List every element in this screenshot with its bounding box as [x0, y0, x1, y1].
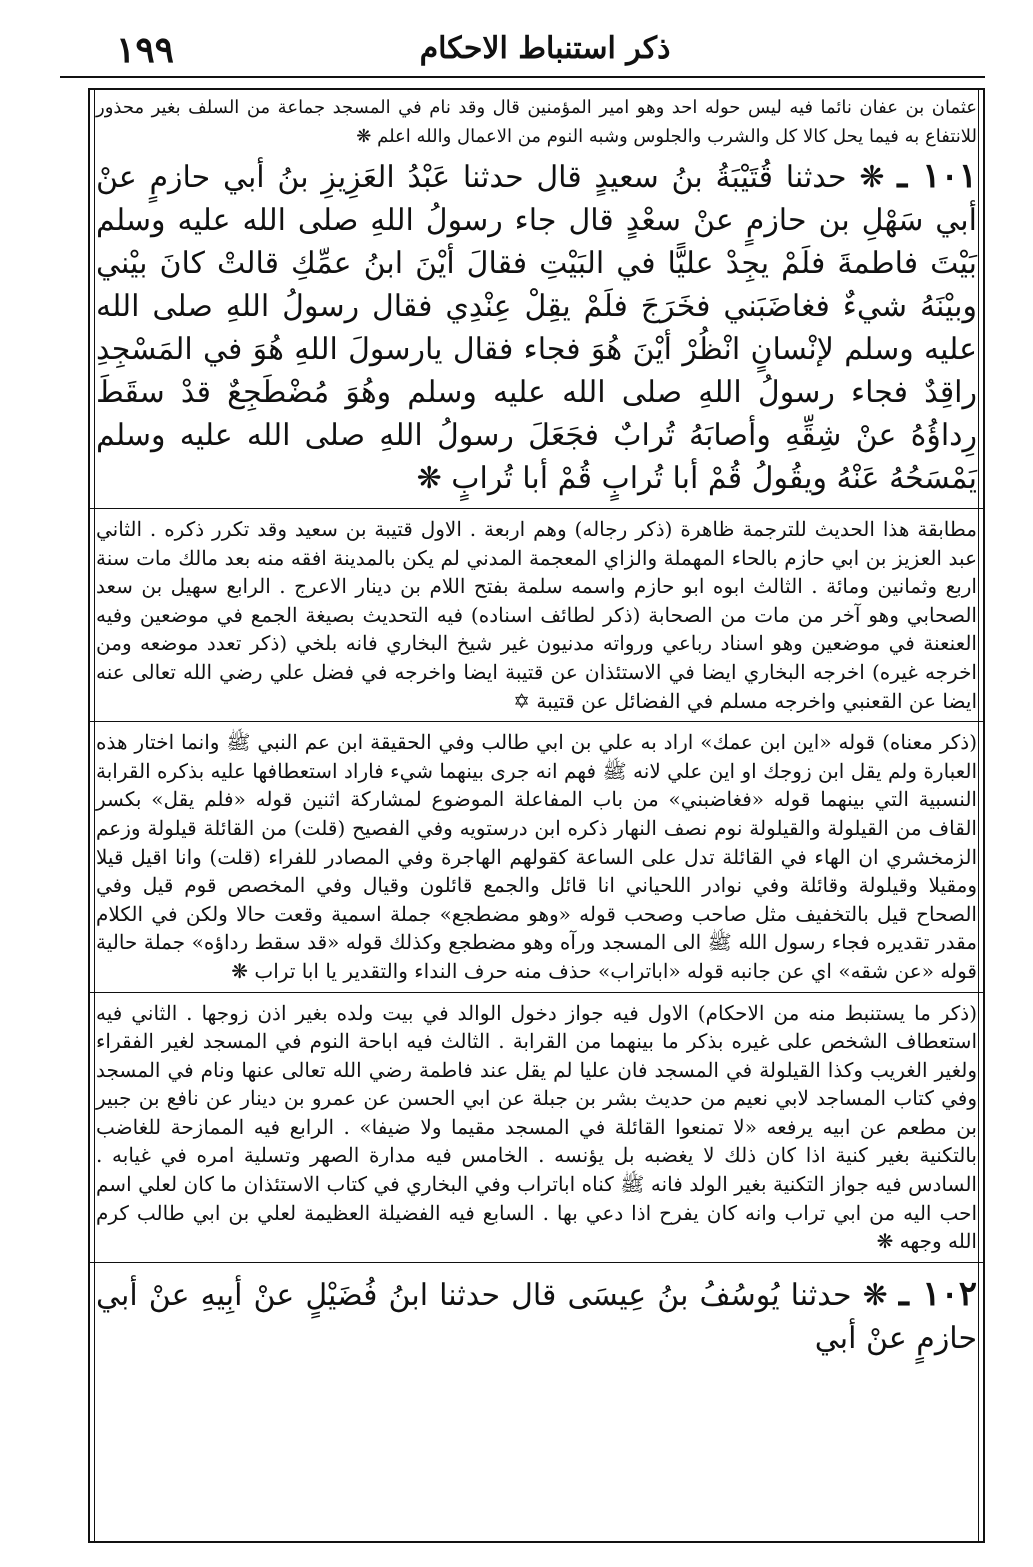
section-divider [88, 992, 985, 993]
hadith-102 [96, 1273, 977, 1360]
page-number: ١٩٩ [115, 29, 174, 71]
section-divider [88, 1262, 985, 1263]
section-divider [88, 508, 985, 509]
header-rule [60, 76, 985, 78]
running-header: ذكر استنباط الاحكام [419, 31, 671, 66]
section-divider [88, 721, 985, 722]
hadith-number: ١٠١ ـ [897, 156, 977, 196]
previous-commentary: عثمان بن عفان نائما فيه ليس حوله احد وهو امير المؤمنين قال وقد نام في المسجد جماعة من السلف بغير محذور للانتفاع به فيما يحل كالا كل والشرب والجلوس وشبه النوم من الاعمال والله اعلم ❋ [96, 97, 977, 147]
hadith-text: ❋ حدثنا يُوسُفُ بنُ عِيسَى قال حدثنا ابنُ فُضَيْلٍ عنْ أبِيهِ عنْ أبي حازمٍ عنْ أبي [96, 1277, 977, 1356]
hadith-101 [96, 155, 977, 500]
commentary-ahkam: (ذكر ما يستنبط منه من الاحكام) الاول فيه جواز دخول الوالد في بيت ولده بغير اذن زوجها . الثاني فيه استعطاف الشخص على غيره بذكر ما بينهما من القرابة . الثالث فيه اباحة النوم في المسجد لغير الفقراء ولغير الغريب وكذا القيلولة في المسجد فان عليا لم يقل عند فاطمة رضي الله تعالى عنها ونام في المسجد وفي كتاب المساجد لابي نعيم من حديث بشر بن جبلة عن ابي الحسن عن عمرو بن دينار عن نافع بن جبير بن مطعم عن ابيه يرفعه «لا تمنعوا القائلة في المسجد مقيما ولا ضيفا» . الرابع فيه الممازحة للغاضب بالتكنية بغير كنية اذا كان ذلك لا يغضبه بل يؤنسه . الخامس فيه مدارة الصهر وتسلية امره في غيابه . السادس فيه جواز التكنية بغير الولد فانه ﷺ كناه اباتراب وفي البخاري في كتاب الاستئذان ما كان لعلي اسم احب اليه من ابي تراب وانه كان يفرح اذا دعي بها . السابع فيه الفضيلة العظيمة لعلي بن ابي طالب كرم الله وجهه ❋ [96, 1000, 977, 1254]
hadith-number: ١٠٢ ـ [898, 1273, 977, 1314]
hadith-text: ❋ حدثنا قُتَيْبَةُ بنُ سعيدٍ قال حدثنا عَبْدُ العَزِيزِ بنُ أبي حازمٍ عنْ أبي سَهْلِ بن حازمٍ عنْ سعْدٍ قال جاء رسولُ اللهِ صلى الله عليه وسلم بَيْتَ فاطمةَ فلَمْ يجِدْ عليًّا في البَيْتِ فقالَ أيْنَ ابنُ عمِّكِ قالتْ كانَ بيْني وبيْنَهُ شيءٌ فغاضَبَني فخَرَجَ فلَمْ يقِلْ عِنْدِي فقال رسولُ اللهِ صلى الله عليه وسلم لإنْسانٍ انْظُرْ أيْنَ هُوَ فجاء فقال يارسولَ اللهِ هُوَ في المَسْجِدِ راقِدٌ فجاء رسولُ اللهِ صلى الله عليه وسلم وهُوَ مُضْطَجِعٌ قدْ سقَطَ رِداؤُهُ عنْ شِقِّهِ وأصابَهُ تُرابٌ فجَعَلَ رسولُ اللهِ صلى الله عليه وسلم يَمْسَحُهُ عَنْهُ ويقُولُ قُمْ أبا تُرابٍ قُمْ أبا تُرابٍ ❋ [96, 160, 977, 496]
page-content [96, 94, 977, 1368]
frame-inner-line-left [94, 90, 95, 1541]
frame-inner-line-right [978, 90, 979, 1541]
commentary-meaning: (ذكر معناه) قوله «اين ابن عمك» اراد به علي بن ابي طالب وفي الحقيقة ابن عم النبي ﷺ وانما اختار هذه العبارة ولم يقل ابن زوجك او اين علي لانه ﷺ فهم انه جرى بينهما شيء فاراد استعطافها عليه بذكره القرابة النسبية التي بينهما قوله «فغاضبني» من باب المفاعلة الموضوع لمشاركة اثنين قوله «فلم يقل» بكسر القاف من القيلولة والقيلولة نوم نصف النهار ذكره ابن درستويه وفي الفصيح (قلت) من القائلة قيلولة وزعم الزمخشري ان الهاء في القائلة تدل على الساعة كقولهم الهاجرة وفي المصادر للفراء (قلت) وانا اقيل قيلا ومقيلا وقيلولة وقائلة وفي نوادر اللحياني انا قائل والجمع قائلون وقيال وفي المخصص قوم قيل وفي الصحاح قيل بالتخفيف مثل صاحب وصحب قوله «وهو مضطجع» جملة اسمية وقعت حالا ولكن في الكلام مقدر تقديره فجاء رسول الله ﷺ الى المسجد ورآه وهو مضطجع وكذلك قوله «قد سقط رداؤه» جملة حالية قوله «عن شقه» اي عن جانبه قوله «اباتراب» حذف منه حرف النداء والتقدير يا ابا تراب ❋ [96, 730, 978, 983]
commentary-rijal: مطابقة هذا الحديث للترجمة ظاهرة (ذكر رجاله) وهم اربعة . الاول قتيبة بن سعيد وقد تكرر ذكره . الثاني عبد العزيز بن ابي حازم بالحاء المهملة والزاي المعجمة المدني لم يكن بالمدينة افقه منه بعد مالك مات سنة اربع وثمانين ومائة . الثالث ابوه ابو حازم واسمه سلمة بفتح اللام بن دينار الاعرج . الرابع سهيل بن سعد الصحابي وهو آخر من مات من الصحابة (ذكر لطائف اسناده) فيه التحديث بصيغة الجمع في موضعين وفيه العنعنة في موضعين وهو اسناد رباعي ورواته مدنيون غير شيخ البخاري فانه بلخي (ذكر تعدد موضعه ومن اخرجه غيره) اخرجه البخاري ايضا في الاستئذان عن قتيبة ايضا واخرجه في فضل علي رضي الله تعالى عنه ايضا عن القعنبي واخرجه مسلم في الفضائل عن قتيبة ✡ [96, 517, 977, 713]
